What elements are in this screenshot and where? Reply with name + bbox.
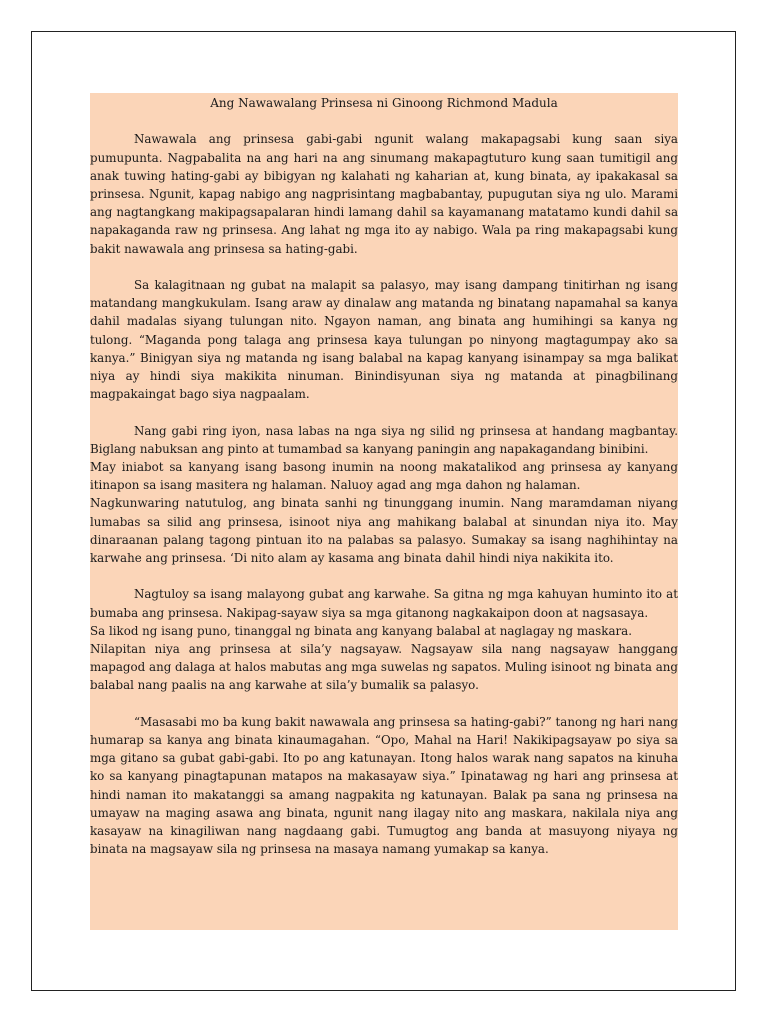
paragraph-9: “Masasabi mo ba kung bakit nawawala ang prinsesa sa hating-gabi?” tanong ng hari nang humarap sa kanya ang binata kinaumagahan. “Opo, Mahal na Hari! Nakikipagsayaw po siya sa mga gitano sa gubat gabi-gabi. Ito po ang katunayan. Itong halos warak nang sapatos na kinuha ko sa kanyang pinagtapunan matapos na makasayaw siya.” Ipinatawag ng hari ang prinsesa at hindi naman ito makatanggi sa amang nagpakita ng katunayan. Balak pa sana ng prinsesa na umayaw na maging asawa ang binata, ngunit nang ilagay nito ang maskara, nakilala niya ang kasayaw na kinagiliwan nang nagdaang gabi. Tumugtog ang banda at masuyong niyaya ng binata na magsayaw sila ng prinsesa na masaya namang yumakap sa kanya.	[90, 714, 678, 857]
paragraph-7: Sa likod ng isang puno, tinanggal ng binata ang kanyang balabal at naglagay ng maskara.	[90, 623, 632, 638]
spacer	[90, 258, 678, 276]
paragraph-1: Nawawala ang prinsesa gabi-gabi ngunit walang makapagsabi kung saan siya pumupunta. Nagpabalita na ang hari na ang sinumang makapagtuturo kung saan tumitigil ang anak tuwing hating-gabi ay bibigyan ng kalahati ng kaharian at, kung binata, ay ipakakasal sa prinsesa. Ngunit, kapag nabigo ang nagprisintang magbabantay, pupugutan siya ng ulo. Marami ang nagtangkang makipagsapalaran hindi lamang dahil sa kayamanang matatamo kundi dahil sa napakaganda raw ng prinsesa. Ang lahat ng mga ito ay nabigo. Wala pa ring makapagsabi kung bakit nawawala ang prinsesa sa hating-gabi.	[90, 132, 678, 256]
paragraph-6: Nagtuloy sa isang malayong gubat ang karwahe. Sa gitna ng mga kahuyan huminto ito at bumaba ang prinsesa. Nakipag-sayaw siya sa mga gitanong nagkakaipon doon at nagsasaya.	[90, 587, 678, 620]
paragraph-4: May iniabot sa kanyang isang basong inumin na noong makatalikod ang prinsesa ay kanyang itinapon sa isang masitera ng halaman. Naluoy agad ang mga dahon ng halaman.	[90, 460, 678, 493]
spacer	[90, 567, 678, 585]
story-title: Ang Nawawalang Prinsesa ni Ginoong Richmond Madula	[210, 96, 558, 110]
story-panel	[90, 93, 678, 930]
spacer	[90, 112, 678, 130]
paragraph-2: Sa kalagitnaan ng gubat na malapit sa palasyo, may isang dampang tinitirhan ng isang matandang mangkukulam. Isang araw ay dinalaw ang matanda ng binatang napamahal sa kanya dahil madalas siyang tulungan nito. Ngayon naman, ang binata ang humihingi sa kanya ng tulong. “Maganda pong talaga ang prinsesa kaya tulungan po ninyong magtagumpay ako sa kanya.” Binigyan siya ng matanda ng isang balabal na kapag kanyang isinampay sa mga balikat niya ay hindi siya makikita ninuman. Binindisyunan siya ng matanda at pinagbilinang magpakaingat bago siya nagpaalam.	[90, 278, 678, 402]
spacer	[90, 695, 678, 713]
paragraph-8: Nilapitan niya ang prinsesa at sila’y nagsayaw. Nagsayaw sila nang nagsayaw hanggang mapagod ang dalaga at halos mabutas ang mga suwelas ng sapatos. Muling isinoot ng binata ang balabal nang paalis na ang karwahe at sila’y bumalik sa palasyo.	[90, 642, 678, 693]
paragraph-3: Nang gabi ring iyon, nasa labas na nga siya ng silid ng prinsesa at handang magbantay. Biglang nabuksan ang pinto at tumambad sa kanyang paningin ang napakagandang binibini.	[90, 423, 678, 456]
paragraph-5: Nagkunwaring natutulog, ang binata sanhi ng tinunggang inumin. Nang maramdaman niyang lumabas sa silid ang prinsesa, isinoot niya ang mahikang balabal at sinundan niya ito. May dinaraanan palang tagong pintuan ito na palabas sa palasyo. Sumakay sa isang naghihintay na karwahe ang prinsesa. ‘Di nito alam ay kasama ang binata dahil hindi niya nakikita ito.	[90, 496, 678, 566]
spacer	[90, 403, 678, 421]
